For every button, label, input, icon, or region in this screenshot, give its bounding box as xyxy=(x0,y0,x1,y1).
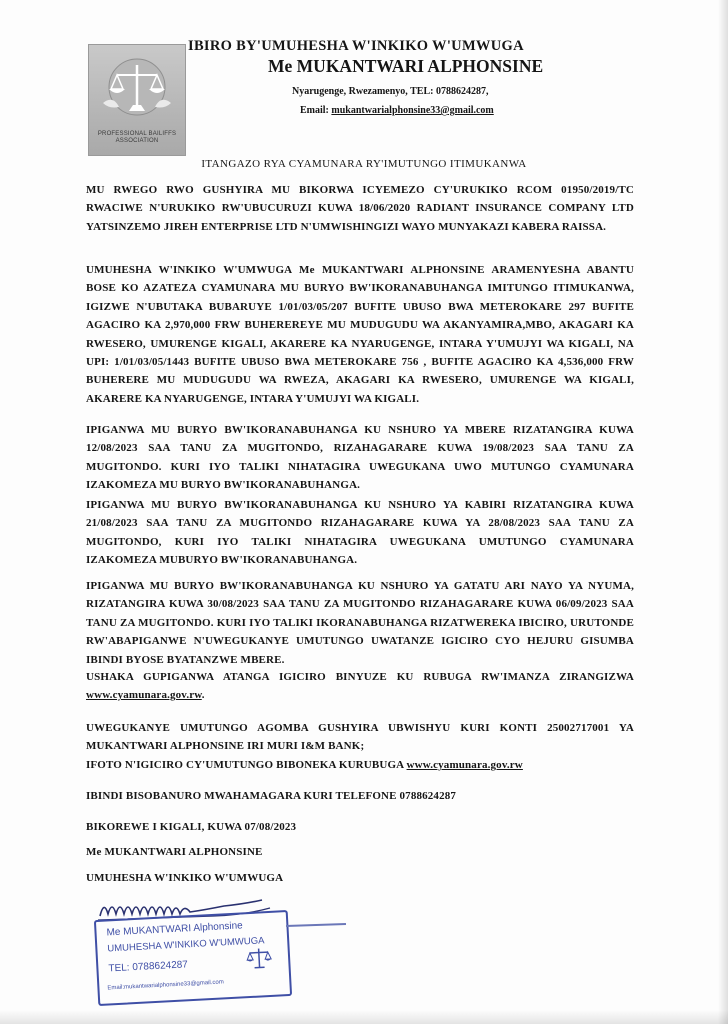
signatory-title: UMUHESHA W'INKIKO W'UMWUGA xyxy=(86,872,284,884)
photo-price-line xyxy=(86,759,523,771)
auction-website-link-2[interactable]: www.cyamunara.gov.rw xyxy=(406,759,523,771)
stamp-phone: TEL: 0788624287 xyxy=(108,959,189,975)
paragraph-property-description: UMUHESHA W'INKIKO W'UMWUGA Me MUKANTWARI ALPHONSINE ARAMENYESHA ABANTU BOSE KO AZATEZA CYAMUNARA MU BURYO BW'IKORANABUHANGA IMITUNGO ITIMUKANWA, IGIZWE N'UBUTAKA BUBARUYE 1/01/03/05/207 BUFITE UBUSO BWA METEROKARE 297 BUFITE AGACIRO KA 2,970,000 FRW BUHEREREYE MU MUDUGUDU WA AKANYAMIRA,MBO, AKAGARI KA RWESERO, UMURENGE KIGALI, AKARERE KA NYARUGENGE, INTARA Y'UMUJYI WA KIGALI, NA UPI: 1/01/03/05/1443 BUFITE UBUSO BWA METEROKARE 756 , BUFITE AGACIRO KA 4,536,000 FRW BUHERERE MU MUDUGUDU WA RWEZA, AKAGARI KA RWESERO, UMURENGE WA KIGALI, AKARERE KA NYARUGENGE, INTARA Y'UMUJYI WA KIGALI. xyxy=(86,264,634,405)
paragraph-first-auction: IPIGANWA MU BURYO BW'IKORANABUHANGA KU NSHURO YA MBERE RIZATANGIRA KUWA 12/08/2023 SAA TANU ZA MUGITONDO, RIZAHAGARARE KUWA 19/08/2023 SAA TANU ZA MUGITONDO. KURI IYO TALIKI NIHATAGIRA UWEGUKANA UWO MUTUNGO CYAMUNARA IZAKOMEZA MU BURYO BW'IKORANABUHANGA. xyxy=(86,424,634,492)
address-phone: Nyarugenge, Rwezamenyo, TEL: 0788624287, xyxy=(292,86,489,97)
paragraph-second-auction: IPIGANWA MU BURYO BW'IKORANABUHANGA KU NSHURO YA KABIRI RIZATANGIRA KUWA 21/08/2023 SAA TANU ZA MUGITONDO RIZAHAGARARE KUWA YA 28/08/2023 SAA TANU ZA MUGITONDO, KURI IYO TALIKI NIHATAGIRA UWEGUKANA UMUTUNGO CYAMUNARA IZAKOMEZA MUBURYO BW'IKORANABUHANGA. xyxy=(86,499,634,567)
auction-website-link[interactable]: www.cyamunara.gov.rw xyxy=(86,689,202,702)
stamp-title: UMUHESHA W'INKIKO W'UMWUGA xyxy=(107,935,265,955)
email-label: Email: xyxy=(300,105,329,116)
stamp-name: Me MUKANTWARI Alphonsine xyxy=(106,920,244,939)
paragraph-court-decision: MU RWEGO RWO GUSHYIRA MU BIKORWA ICYEMEZO CY'URUKIKO RCOM 01950/2019/TC RWACIWE N'URUKIKO RW'UBUCURUZI KUWA 18/06/2020 RADIANT INSURANCE COMPANY LTD YATSINZEMO JIREH ENTERPRISE LTD N'UMWISHINGIZI WAYO MUNYAKAZI KABERA RAISSA. xyxy=(86,184,634,233)
bidding-text: USHAKA GUPIGANWA ATANGA IGICIRO BINYUZE KU RUBUGA RW'IMANZA ZIRANGIZWA xyxy=(86,671,634,683)
photo-price-text: IFOTO N'IGICIRO CY'UMUTUNGO BIBONEKA KURUBUGA xyxy=(86,759,407,771)
date-line: BIKOREWE I KIGALI, KUWA 07/08/2023 xyxy=(86,821,297,833)
bidding-text-end: . xyxy=(201,689,205,702)
stamp-email: Email:mukantwarialphonsine33@gmail.com xyxy=(107,979,224,992)
page-bottom-shadow xyxy=(0,1010,728,1024)
official-stamp xyxy=(94,910,292,1006)
stamp-underline xyxy=(286,923,346,927)
page-edge-shadow xyxy=(718,0,728,1024)
document-title: ITANGAZO RYA CYAMUNARA RY'IMUTUNGO ITIMUKANWA xyxy=(201,158,527,170)
stamp-scale-icon xyxy=(245,945,272,972)
contact-line: IBINDI BISOBANURO MWAHAMAGARA KURI TELEFONE 0788624287 xyxy=(86,790,457,802)
email-line xyxy=(300,105,494,116)
paragraph-payment: UWEGUKANYE UMUTUNGO AGOMBA GUSHYIRA UBWISHYU KURI KONTI 25002717001 YA MUKANTWARI ALPHONSINE IRI MURI I&M BANK; xyxy=(86,722,634,753)
office-title: IBIRO BY'UMUHESHA W'INKIKO W'UMWUGA xyxy=(188,38,524,54)
paragraph-third-auction: IPIGANWA MU BURYO BW'IKORANABUHANGA KU NSHURO YA GATATU ARI NAYO YA NYUMA, RIZATANGIRA KUWA 30/08/2023 SAA TANU ZA MUGITONDO RIZAHAGARARE KUWA 06/09/2023 SAA TANU ZA MUGITONDO. KURI IYO TALIKI IKORANABUHANGA RIZATWEREKA IBICIRO, URUTONDE RW'ABAPIGANWE N'UWEGUKANYE UMUTUNGO UWATANZE IGICIRO CYO HEJURU GISUMBA IBINDI BYOSE BYATANZWE MBERE. xyxy=(86,580,634,666)
bailiff-name: Me MUKANTWARI ALPHONSINE xyxy=(268,56,544,76)
email-link[interactable]: mukantwarialphonsine33@gmail.com xyxy=(331,105,494,116)
signatory-name: Me MUKANTWARI ALPHONSINE xyxy=(86,846,263,858)
logo-caption: PROFESSIONAL BAILIFFS ASSOCIATION xyxy=(97,131,177,144)
organization-logo xyxy=(88,44,186,156)
paragraph-bidding-info xyxy=(86,668,634,705)
